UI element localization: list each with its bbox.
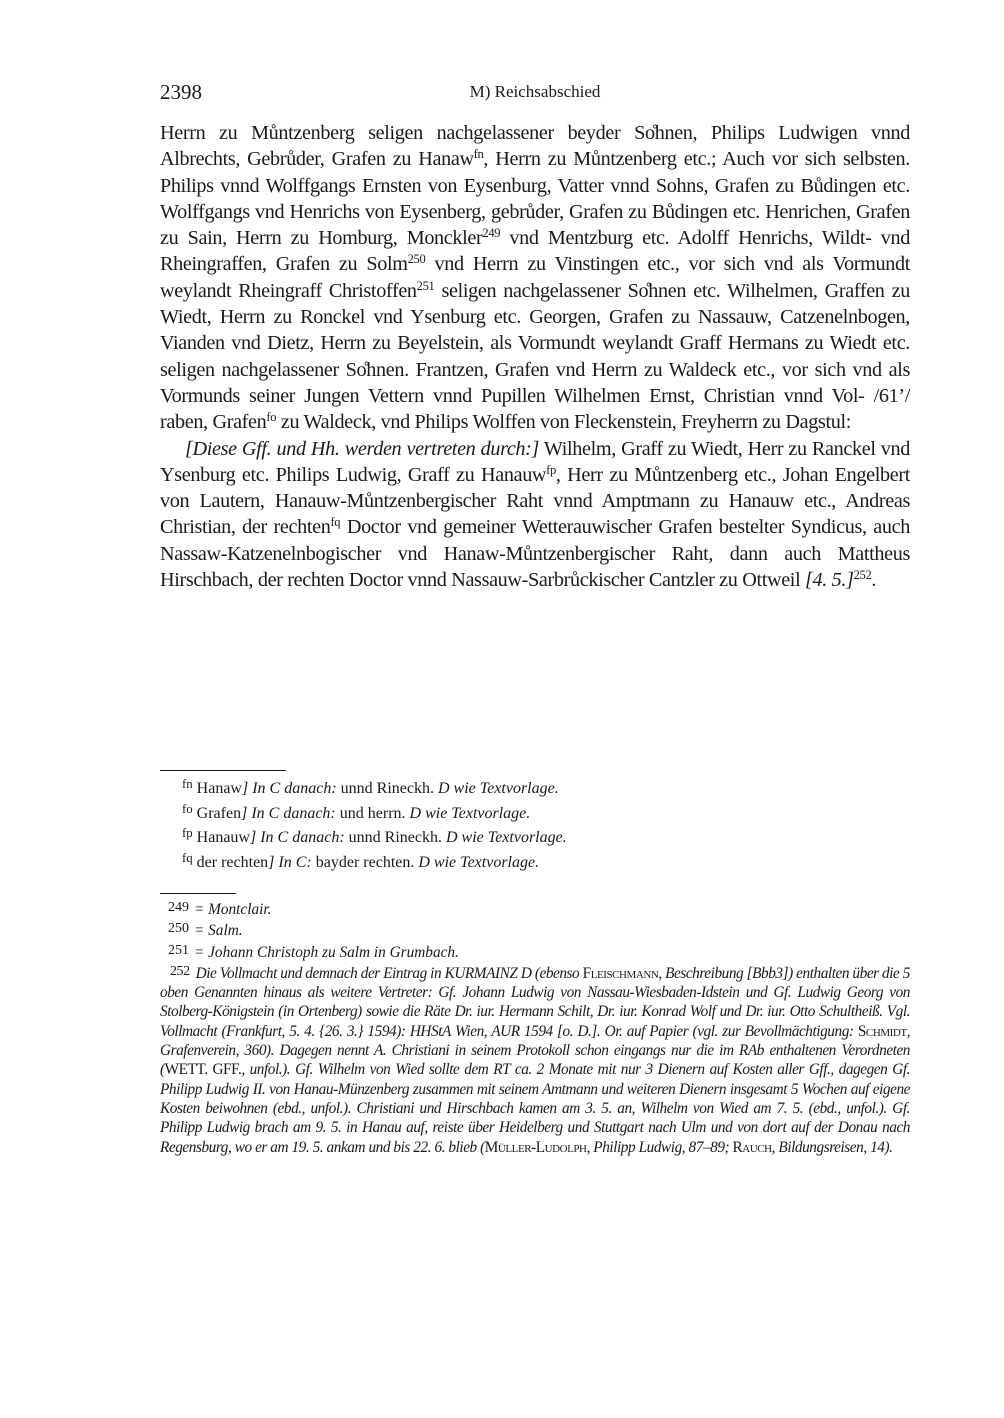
page-header xyxy=(160,80,910,106)
critical-apparatus xyxy=(182,777,902,875)
footnote-ref-fn[interactable]: fn xyxy=(473,147,484,162)
historical-notes xyxy=(160,898,910,1157)
footnote-252: 252 Die Vollmacht und demnach der Eintrag in KURMAINZ D (ebenso Fleischmann, Beschreibung [Bbb3]) enthalten über die 5 oben Genannten hinaus als weitere Vertreter: Gf. Johann Ludwig von Nassau-Wiesbaden-Idstein und Gf. Ludwig Georg von Stolberg-Königstein (in Ortenberg) sowie die Räte Dr. iur. Hermann Schilt, Dr. iur. Konrad Wolf und Dr. iur. Otto Schultheiß. Vgl. Vollmacht (Frankfurt, 5. 4. {26. 3.} 1594): HHStA Wien, AUR 1594 [o. D.]. Or. auf Papier (vgl. zur Bevollmächtigung: Schmidt, Grafenverein, 360). Dagegen nennt A. Christiani in seinem Protokoll schon eingangs nur die im RAb enthaltenen Verordneten (WETT. GFF., unfol.). Gf. Wilhelm von Wied sollte dem RT ca. 2 Monate mit nur 3 Dienern auf Kosten aller Gff., dagegen Gf. Philipp Ludwig II. von Hanau-Münzenberg zusammen mit seinem Amtmann und weiteren Dienern insgesamt 5 Wochen auf eigene Kosten beiwohnen (ebd., unfol.). Christiani und Hirschbach kamen am 3. 5. an, Wilhelm von Wied am 7. 5. (ebd., unfol.). Gf. Philipp Ludwig brach am 9. 5. in Hanau auf, reiste über Heidelberg und Stuttgart nach Ulm und von dort auf der Donau nach Regensburg, wo er am 19. 5. ankam und bis 22. 6. blieb (Müller-Ludolph, Philipp Ludwig, 87–89; Rauch, Bildungsreisen, 14). xyxy=(160,963,910,1156)
footnote-ref-fo[interactable]: fo xyxy=(266,410,277,425)
paragraph-2: [Diese Gff. und Hh. werden vertreten durch:] Wilhelm, Graff zu Wiedt, Herr zu Ranckel vnd Ysenburg etc. Philips Ludwig, Graff zu Hanauw$^{fp}$, Herr zu Můntzenberg etc., Johan Engelbert von Lautern, Hanauw-Můntzenbergischer Raht vnnd Amptmann zu Hanauw etc., Andreas Christian, der rechten$^{fq}$ Doctor vnd gemeiner Wetterauwischer Grafen bestelter Syndicus, auch Nassaw-Katzenelnbogischer vnd Hanaw-Můntzenbergischer Raht, dann auch Mattheus Hirschbach, der rechten Doctor vnnd Nassauw-Sarbrůckischer Cantzler zu Ottweil [4. 5.]$^{252}$. xyxy=(160,437,911,592)
footnote-ref-252[interactable]: 252 xyxy=(853,568,872,583)
footnote-ref-fp[interactable]: fp xyxy=(546,462,556,477)
footnote-separator-historical xyxy=(160,893,236,894)
footnote-ref-fq[interactable]: fq xyxy=(330,515,341,530)
page-number: 2398 xyxy=(160,80,202,104)
footnote-ref-250[interactable]: 250 xyxy=(407,252,426,267)
footnote-249: 249 = Montclair. xyxy=(168,900,272,918)
main-text xyxy=(160,120,910,593)
footnote-separator-critical xyxy=(160,770,286,771)
critical-note-fp: $^{fp}$ Hanauw] In C danach: unnd Rineckh. D wie Textvorlage. xyxy=(182,825,567,846)
critical-note-fq: $^{fq}$ der rechten] In C: bayder rechten. D wie Textvorlage. xyxy=(182,850,540,871)
footnote-ref-251[interactable]: 251 xyxy=(416,278,435,293)
editorial-insertion: [Diese Gff. und Hh. werden vertreten durch:] xyxy=(185,437,540,460)
critical-note-fo: $^{fo}$ Grafen] In C danach: und herrn. D wie Textvorlage. xyxy=(182,801,531,822)
footnote-ref-249[interactable]: 249 xyxy=(482,226,501,241)
running-title: M) Reichsabschied xyxy=(469,82,601,101)
paragraph-1: Herrn zu Můntzenberg seligen nachgelassener beyder So̊hnen, Philips Ludwigen vnnd Albrechts, Gebrůder, Grafen zu Hanaw$^{fn}$, Herrn zu Můntzenberg etc.; Auch vor sich selbsten. Philips vnnd Wolffgangs Ernsten von Eysenburg, Vatter vnnd Sohns, Grafen zu Bůdingen etc. Wolffgangs vnd Henrichs von Eysenberg, gebrůder, Grafen zu Bůdingen etc. Henrichen, Grafen zu Sain, Herrn zu Homburg, Monckler$^{249}$ vnd Mentzburg etc. Adolff Henrichs, Wildt- vnd Rheingraffen, Grafen zu Solm$^{250}$ vnd Herrn zu Vinstingen etc., vor sich vnd als Vormundt weylandt Rheingraff Christoffen$^{251}$ seligen nachgelassener So̊hnen etc. Wilhelmen, Graffen zu Wiedt, Herrn zu Ronckel vnd Ysenburg etc. Georgen, Grafen zu Nassauw, Catzenelnbogen, Vianden vnd Dietz, Herrn zu Beyelstein, als Vormundt weylandt Graff Hermans zu Wiedt etc. seligen nachgelassener So̊hnen. Frantzen, Grafen vnd Herrn zu Waldeck etc., vor sich vnd als Vormunds seiner Jungen Vettern vnnd Pupillen Wilhelmen Ernst, Christian vnnd Vol- /61’/ raben, Grafen$^{fo}$ zu Waldeck, vnd Philips Wolffen von Fleckenstein, Freyherrn zu Dagstul: xyxy=(160,122,911,434)
footnote-250: 250 = Salm. xyxy=(168,921,243,940)
editorial-date: [4. 5.] xyxy=(805,569,854,592)
critical-note-fn: $^{fn}$ Hanaw] In C danach: unnd Rineckh. D wie Textvorlage. xyxy=(182,776,559,797)
footnote-251: 251 = Johann Christoph zu Salm in Grumbach. xyxy=(168,942,459,961)
